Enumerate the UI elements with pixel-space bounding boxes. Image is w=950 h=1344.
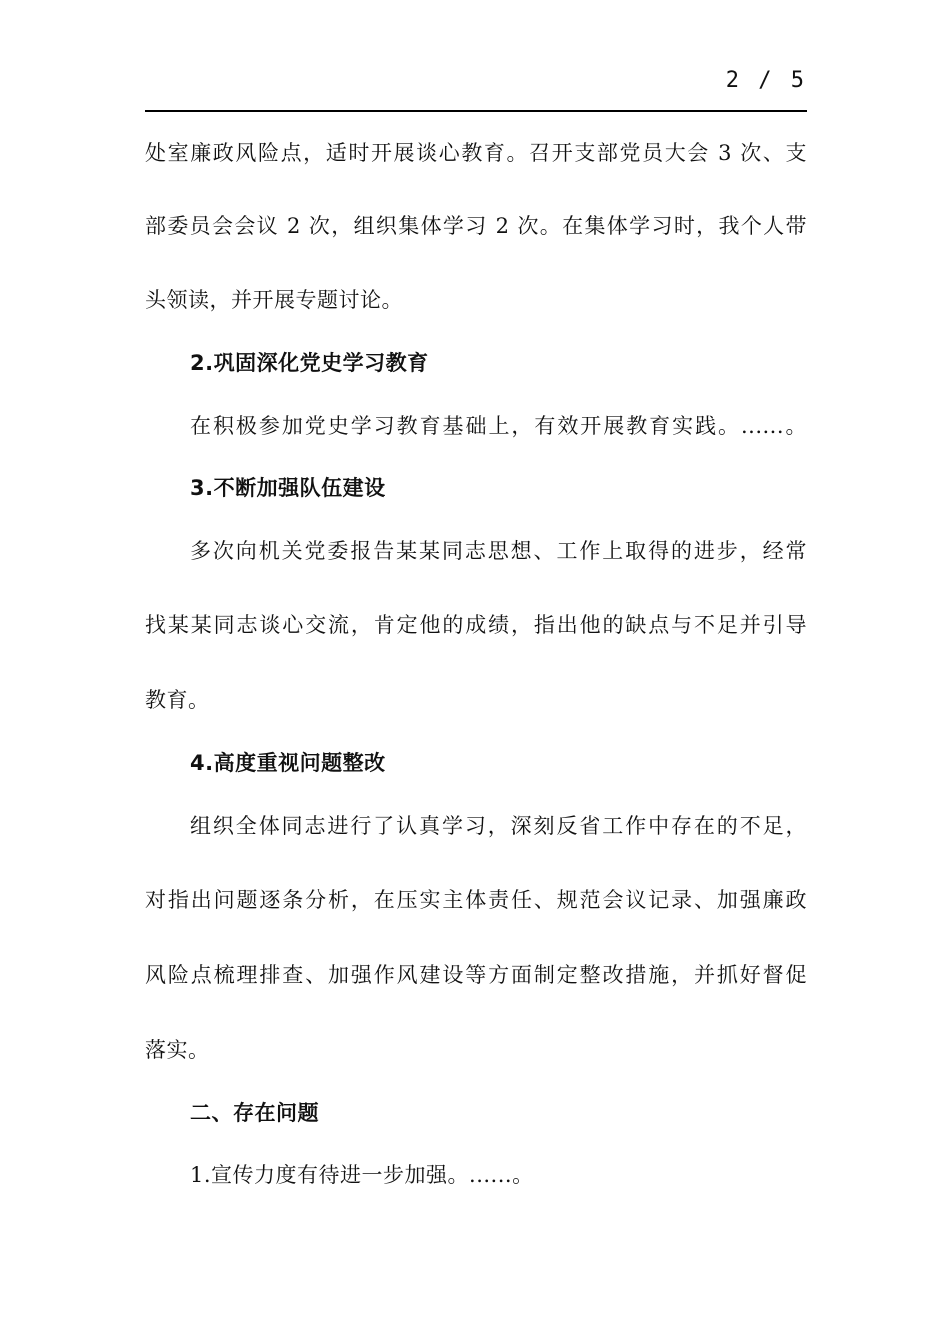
page-number: 2 / 5 — [725, 68, 807, 93]
chapter-heading: 二、存在问题 — [190, 1101, 319, 1125]
paragraph-line: 组织全体同志进行了认真学习，深刻反省工作中存在的不足， — [190, 814, 807, 838]
section-heading: 2.巩固深化党史学习教育 — [190, 351, 429, 375]
paragraph-line: 对指出问题逐条分析，在压实主体责任、规范会议记录、加强廉政 — [145, 888, 807, 912]
section-heading: 3.不断加强队伍建设 — [190, 476, 386, 500]
paragraph-line: 头领读，并开展专题讨论。 — [145, 288, 403, 312]
paragraph-line: 风险点梳理排查、加强作风建设等方面制定整改措施，并抓好督促 — [145, 963, 807, 987]
paragraph-line: 找某某同志谈心交流，肯定他的成绩，指出他的缺点与不足并引导 — [145, 613, 807, 637]
paragraph-line: 1.宣传力度有待进一步加强。......。 — [190, 1163, 534, 1187]
paragraph-line: 多次向机关党委报告某某同志思想、工作上取得的进步，经常 — [190, 539, 807, 563]
section-heading: 4.高度重视问题整改 — [190, 751, 386, 775]
paragraph-line: 教育。 — [145, 688, 210, 712]
header-rule — [145, 110, 807, 112]
paragraph-line: 部委员会会议 2 次，组织集体学习 2 次。在集体学习时，我个人带 — [145, 214, 807, 238]
paragraph-line: 处室廉政风险点，适时开展谈心教育。召开支部党员大会 3 次、支 — [145, 141, 807, 165]
paragraph-line: 在积极参加党史学习教育基础上，有效开展教育实践。......。 — [190, 414, 807, 438]
paragraph-line: 落实。 — [145, 1038, 210, 1062]
